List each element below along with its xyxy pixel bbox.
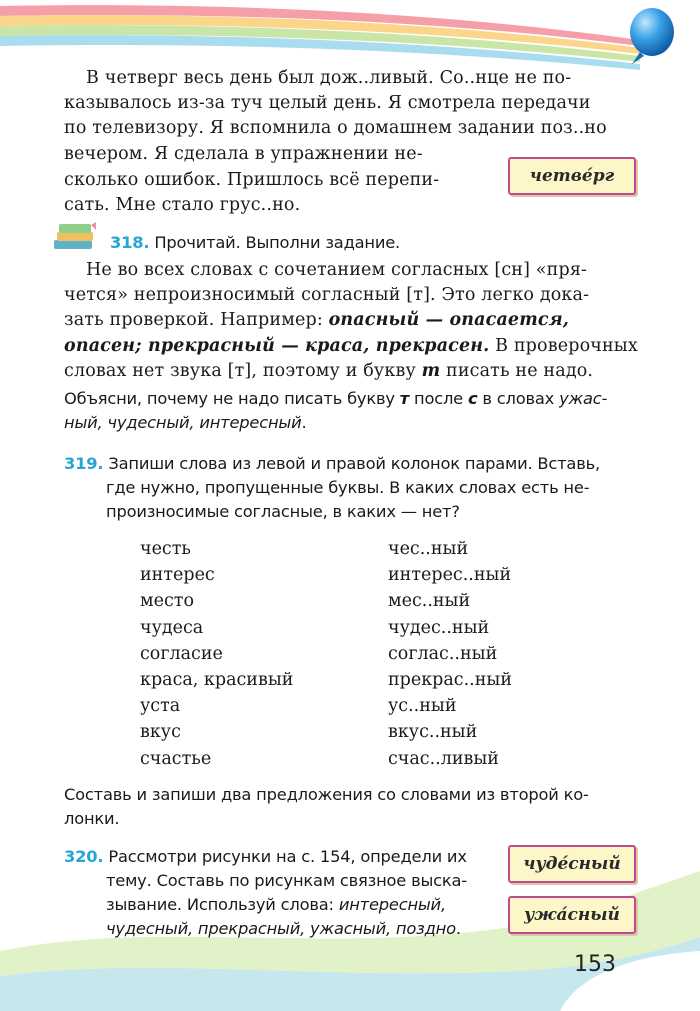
intro-line-1: В четверг весь день был дож..ливый. Со..нце не по-	[86, 68, 572, 88]
q1f: ужас-	[559, 389, 608, 408]
ex318-line-3a: зать проверкой. Например:	[64, 310, 329, 330]
left-word: уста	[140, 696, 181, 717]
ex318-header	[110, 231, 400, 255]
page-number: 153	[574, 952, 616, 977]
q1d: с	[467, 389, 478, 408]
q2: ный, чудесный, интересный	[64, 413, 302, 432]
right-word: мес..ный	[388, 591, 471, 612]
ex318-line-5a: словах нет звука [т], поэтому и букву	[64, 361, 422, 381]
ex320-l4end: .	[455, 919, 461, 938]
right-word: чудес..ный	[388, 617, 490, 638]
word-box-wonderful: чуде́сный	[508, 845, 636, 883]
intro-line-6: сать. Мне стало грус..но.	[64, 195, 301, 215]
ex320-line-2: тему. Составь по рисункам связное выска-	[106, 871, 467, 890]
intro-line-3: по телевизору. Я вспомнила о домашнем задании поз..но	[64, 118, 607, 138]
ex318-line-5	[64, 359, 593, 385]
right-word: вкус..ный	[388, 722, 478, 743]
left-word: счастье	[140, 748, 212, 769]
ex318-line-4	[64, 334, 638, 360]
left-word: интерес	[140, 565, 215, 586]
ex319-line-1	[64, 452, 600, 476]
ex318-question-1	[64, 387, 607, 411]
ex318-question-2	[64, 411, 306, 435]
right-word: чес..ный	[388, 539, 469, 559]
right-word: счас..ливый	[388, 748, 499, 769]
left-word: чудеса	[140, 617, 204, 638]
ex318-line-1: Не во всех словах с сочетанием согласных [сн] «пря-	[86, 260, 588, 280]
word-box-terrible: ужа́сный	[508, 896, 636, 934]
ex319-after-2: лонки.	[64, 809, 120, 828]
ex318-line-5b: т	[421, 361, 441, 381]
right-word: интерес..ный	[388, 565, 512, 586]
left-word: честь	[140, 539, 191, 559]
left-word: вкус	[140, 722, 181, 743]
right-word: прекрас..ный	[388, 670, 512, 690]
ex319-after-1: Составь и запиши два предложения со словами из второй ко-	[64, 785, 589, 804]
intro-line-2: казывалось из-за туч целый день. Я смотрела передачи	[64, 93, 591, 113]
ex320-line-1	[64, 845, 467, 869]
q1e: в словах	[477, 389, 560, 408]
ex319-number: 319.	[64, 454, 104, 473]
left-word: краса, красивый	[140, 670, 294, 690]
ex319-line-3: произносимые согласные, в каких — нет?	[106, 502, 460, 521]
ex318-line-2: чется» непроизносимый согласный [т]. Это легко дока-	[64, 285, 590, 305]
ex320-text-1: Рассмотри рисунки на с. 154, определи их	[108, 847, 467, 866]
books-icon	[50, 218, 98, 254]
ex318-task: Прочитай. Выполни задание.	[154, 233, 401, 252]
ex318-number: 318.	[110, 233, 150, 252]
ex318-line-3	[64, 308, 569, 334]
left-word: согласие	[140, 643, 223, 664]
balloon-icon	[618, 4, 678, 74]
q1c: после	[409, 389, 468, 408]
intro-line-4: вечером. Я сделала в упражнении не-	[64, 144, 423, 164]
right-word: соглас..ный	[388, 643, 498, 664]
ex320-number: 320.	[64, 847, 104, 866]
ex320-l3a: зывание. Используй слова:	[106, 895, 339, 914]
intro-line-5: сколько ошибок. Пришлось всё перепи-	[64, 170, 440, 190]
ex320-l4: чудесный, прекрасный, ужасный, поздно	[106, 919, 456, 938]
ex319-text-1: Запиши слова из левой и правой колонок парами. Вставь,	[108, 454, 600, 473]
ex318-line-4a: опасен; прекрасный — краса, прекрасен.	[64, 336, 490, 356]
ex319-line-2: где нужно, пропущенные буквы. В каких словах есть не-	[106, 478, 590, 497]
ex320-line-3	[106, 893, 446, 917]
ex318-line-4b: В проверочных	[489, 336, 638, 356]
q1a: Объясни, почему не надо писать букву	[64, 389, 400, 408]
ex318-line-3b: опасный — опасается,	[328, 310, 570, 330]
right-word: ус..ный	[388, 696, 457, 717]
ex318-line-5c: писать не надо.	[440, 361, 594, 381]
q2end: .	[301, 413, 307, 432]
word-box-thursday: четве́рг	[508, 157, 636, 195]
ex320-line-4	[106, 917, 461, 941]
ex320-l3b: интересный,	[338, 895, 446, 914]
q1b: т	[399, 389, 410, 408]
left-word: место	[140, 591, 194, 612]
header-decoration	[0, 0, 700, 70]
